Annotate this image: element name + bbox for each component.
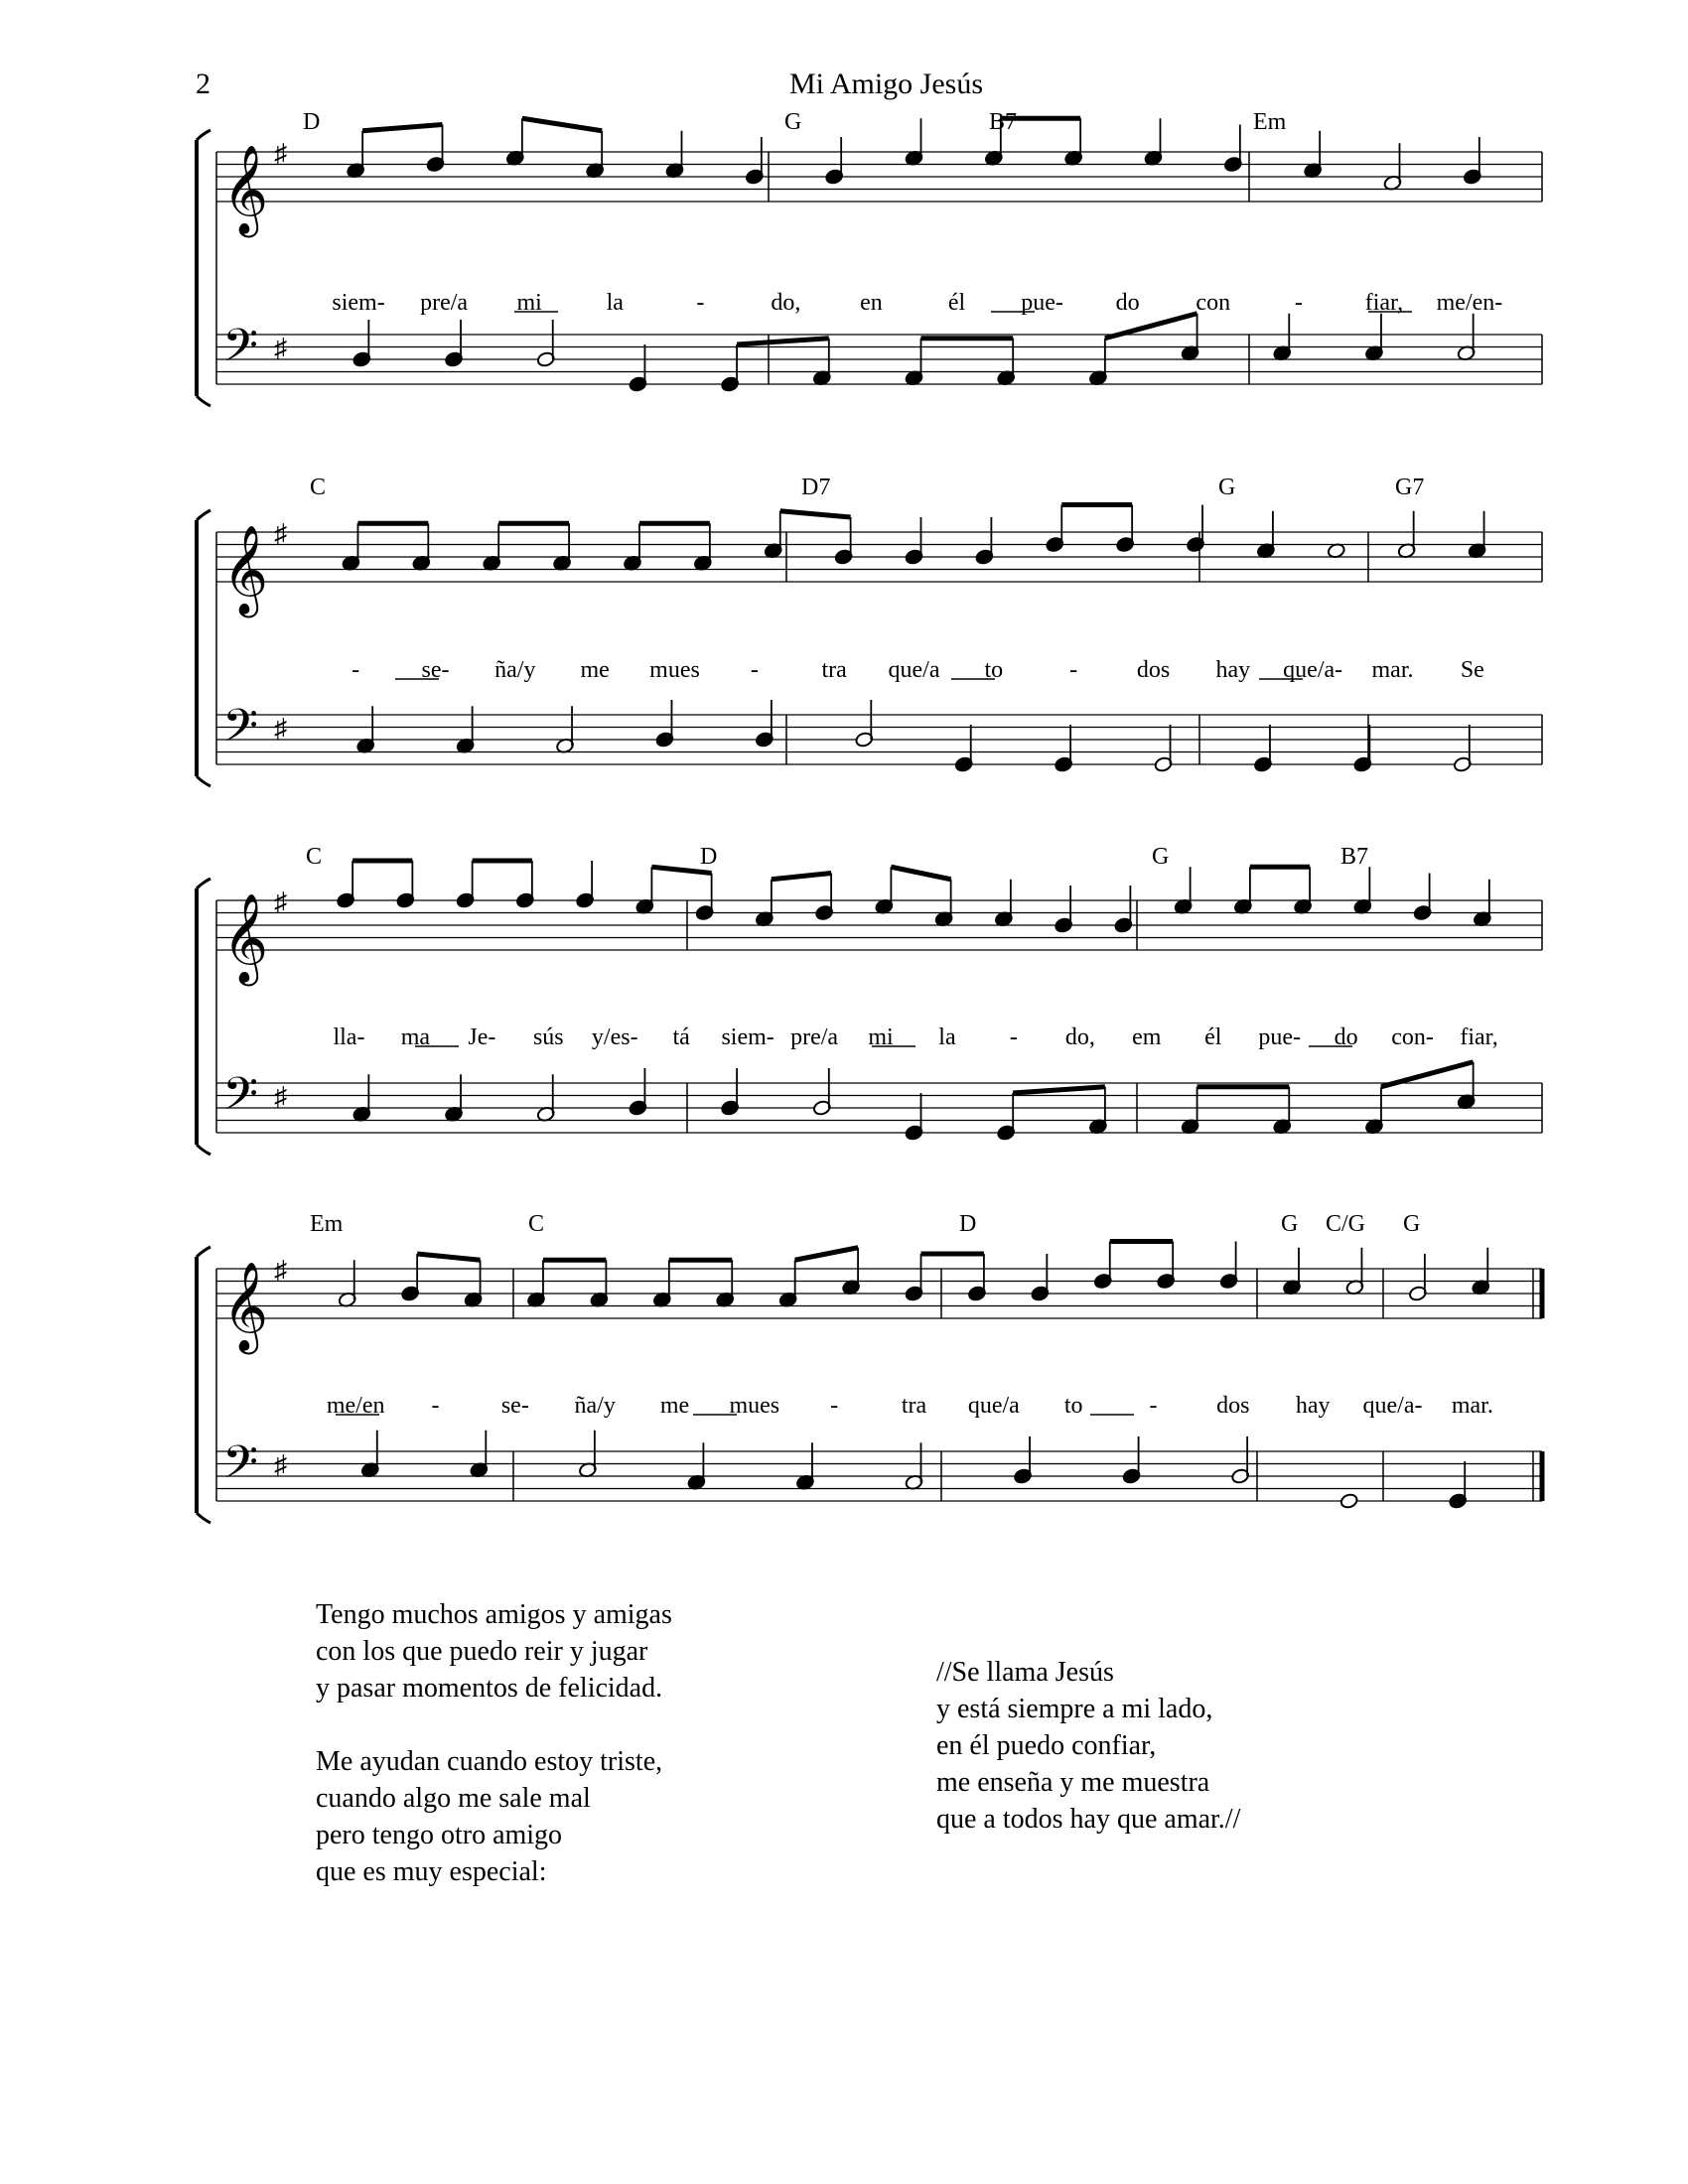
stanza-2 [316, 1743, 672, 1890]
bass-clef-icon: 𝄢 [222, 701, 259, 763]
lyric-syllable: Se [1460, 657, 1484, 683]
bass-note-beam [737, 339, 829, 344]
lyric-syllable: él [1204, 1024, 1222, 1050]
lyric-syllable: siem- [332, 290, 385, 316]
stanza-chorus [936, 1654, 1240, 1838]
verse-line: cuando algo me sale mal [316, 1783, 591, 1814]
chord-symbol: G [1403, 1211, 1421, 1237]
lyric-syllable: que/a [967, 1393, 1020, 1419]
lyric-syllable: la [606, 290, 624, 316]
page-title: Mi Amigo Jesús [788, 68, 984, 100]
chord-symbol: B7 [989, 109, 1018, 135]
verse-line: en él puedo confiar, [936, 1730, 1157, 1761]
bass-note [1339, 1493, 1358, 1510]
lyric-syllable: hay [1215, 657, 1251, 683]
key-signature-sharp-icon: ♯ [274, 1256, 287, 1285]
treble-clef-icon: 𝄞 [222, 1263, 269, 1349]
verses-right [936, 1654, 1240, 1874]
chord-symbol: D7 [801, 475, 831, 500]
chord-symbol: G [1218, 475, 1236, 500]
melody-note-beam [891, 867, 950, 880]
lyric-syllable: do, [771, 290, 801, 316]
lyric-syllable: - [1149, 1393, 1158, 1419]
key-signature-sharp-icon: ♯ [274, 139, 287, 168]
lyric-syllable: fiar, [1364, 290, 1404, 316]
melody-note-beam [795, 1248, 858, 1261]
lyric-syllable: - [750, 657, 759, 683]
lyric-syllable: ña/y [494, 657, 536, 683]
chord-symbol: D [959, 1211, 977, 1237]
lyric-syllable: se- [500, 1393, 529, 1419]
bass-clef-icon: 𝄢 [222, 321, 259, 383]
lyric-syllable: dos [1216, 1393, 1250, 1419]
melody-note-beam [362, 125, 442, 131]
verse-line: que es muy especial: [316, 1856, 547, 1887]
system-bracket-bottom [197, 1513, 211, 1523]
verse-line: y está siempre a mi lado, [936, 1694, 1213, 1724]
lyric-syllable: ma [400, 1024, 431, 1050]
lyric-syllable: hay [1295, 1393, 1331, 1419]
lyric-syllable: me [659, 1393, 690, 1419]
lyric-syllable: - [1294, 290, 1303, 316]
lyric-syllable: me [580, 657, 610, 683]
lyric-syllable: do [1334, 1024, 1358, 1050]
chord-symbol: G [784, 109, 802, 135]
lyric-syllable: - [352, 657, 360, 683]
lyric-syllable: to [1063, 1393, 1083, 1419]
lyric-syllable: se- [421, 657, 450, 683]
key-signature-sharp-icon: ♯ [274, 334, 287, 362]
verse-line: y pasar momentos de felicidad. [316, 1673, 663, 1704]
system-bracket-top [197, 510, 211, 520]
verse-line: me enseña y me muestra [936, 1767, 1210, 1798]
lyric-syllable: - [1069, 657, 1078, 683]
bass-note-beam [1013, 1087, 1105, 1093]
lyric-syllable: em [1132, 1024, 1162, 1050]
chord-symbol: G [1281, 1211, 1299, 1237]
page-number: 2 [196, 68, 211, 100]
lyric-syllable: dos [1136, 657, 1171, 683]
chord-symbol: G7 [1395, 475, 1425, 500]
verse-line: Tengo muchos amigos y amigas [316, 1599, 672, 1630]
lyric-syllable: mar. [1371, 657, 1414, 683]
lyric-syllable: mar. [1451, 1393, 1493, 1419]
lyric-syllable: mi [516, 290, 542, 316]
lyric-syllable: que/a [888, 657, 940, 683]
treble-clef-icon: 𝄞 [222, 146, 269, 232]
key-signature-sharp-icon: ♯ [274, 714, 287, 743]
lyric-syllable: siem- [721, 1024, 774, 1050]
lyric-syllable: pre/a [790, 1024, 839, 1050]
lyric-syllable: me/en- [1436, 290, 1503, 316]
key-signature-sharp-icon: ♯ [274, 1450, 287, 1479]
chord-symbol: Em [1253, 109, 1287, 135]
lyric-syllable: do [1115, 290, 1140, 316]
lyric-syllable: lla- [333, 1024, 365, 1050]
lyric-syllable: mi [868, 1024, 894, 1050]
lyric-syllable: ña/y [574, 1393, 616, 1419]
lyric-syllable: - [696, 290, 705, 316]
lyric-syllable: él [947, 290, 966, 316]
chord-symbol: C [306, 844, 323, 870]
lyric-syllable: tra [821, 657, 847, 683]
verses-left [316, 1596, 672, 1927]
treble-clef-icon: 𝄞 [222, 894, 269, 981]
stanza-1 [316, 1596, 672, 1706]
melody-note-beam [772, 874, 831, 880]
lyric-syllable: fiar, [1460, 1024, 1498, 1050]
lyric-syllable: con [1196, 290, 1231, 316]
chord-symbol: D [700, 844, 718, 870]
chord-symbol: Em [310, 1211, 344, 1237]
system-bracket-top [197, 1247, 211, 1257]
chord-symbol: C [310, 475, 327, 500]
bass-clef-icon: 𝄢 [222, 1069, 259, 1132]
system-bracket-top [197, 130, 211, 140]
lyric-syllable: con- [1391, 1024, 1434, 1050]
lyric-syllable: tá [672, 1024, 690, 1050]
lyric-syllable: que/a- [1283, 657, 1343, 683]
lyric-syllable: - [431, 1393, 440, 1419]
melody-note-beam [780, 511, 851, 517]
verse-line: pero tengo otro amigo [316, 1820, 563, 1850]
treble-clef-icon: 𝄞 [222, 526, 269, 613]
lyric-syllable: me/en [326, 1393, 385, 1419]
lyric-syllable: y/es- [591, 1024, 638, 1050]
system-bracket-bottom [197, 1145, 211, 1155]
melody-note-beam [522, 118, 602, 131]
lyric-syllable: pue- [1258, 1024, 1302, 1050]
chord-symbol: B7 [1340, 844, 1369, 870]
lyric-syllable: - [1009, 1024, 1018, 1050]
key-signature-sharp-icon: ♯ [274, 1082, 287, 1111]
bass-clef-icon: 𝄢 [222, 1437, 259, 1500]
lyric-syllable: to [984, 657, 1004, 683]
lyric-syllable: en [860, 290, 883, 316]
key-signature-sharp-icon: ♯ [274, 887, 287, 916]
verse-line: //Se llama Jesús [936, 1657, 1114, 1688]
system-bracket-bottom [197, 776, 211, 786]
lyric-syllable: Je- [468, 1024, 496, 1050]
chord-symbol: C/G [1326, 1211, 1366, 1237]
chord-symbol: D [303, 109, 321, 135]
verse-line: que a todos hay que amar.// [936, 1804, 1241, 1835]
lyric-syllable: sús [532, 1024, 564, 1050]
lyric-syllable: pue- [1021, 290, 1063, 316]
system-bracket-bottom [197, 396, 211, 406]
melody-note-beam [417, 1254, 480, 1260]
system-bracket-top [197, 879, 211, 888]
lyric-syllable: la [938, 1024, 956, 1050]
lyric-syllable: mues [729, 1393, 780, 1419]
chord-symbol: G [1152, 844, 1170, 870]
lyric-syllable: que/a- [1362, 1393, 1423, 1419]
lyric-syllable: pre/a [420, 290, 469, 316]
lyric-syllable: do, [1064, 1024, 1095, 1050]
verse-line: con los que puedo reir y jugar [316, 1636, 648, 1667]
key-signature-sharp-icon: ♯ [274, 519, 287, 548]
verse-line: Me ayudan cuando estoy triste, [316, 1746, 663, 1777]
lyric-syllable: - [830, 1393, 839, 1419]
chord-symbol: C [528, 1211, 545, 1237]
lyric-syllable: mues [649, 657, 700, 683]
lyric-syllable: tra [901, 1393, 927, 1419]
